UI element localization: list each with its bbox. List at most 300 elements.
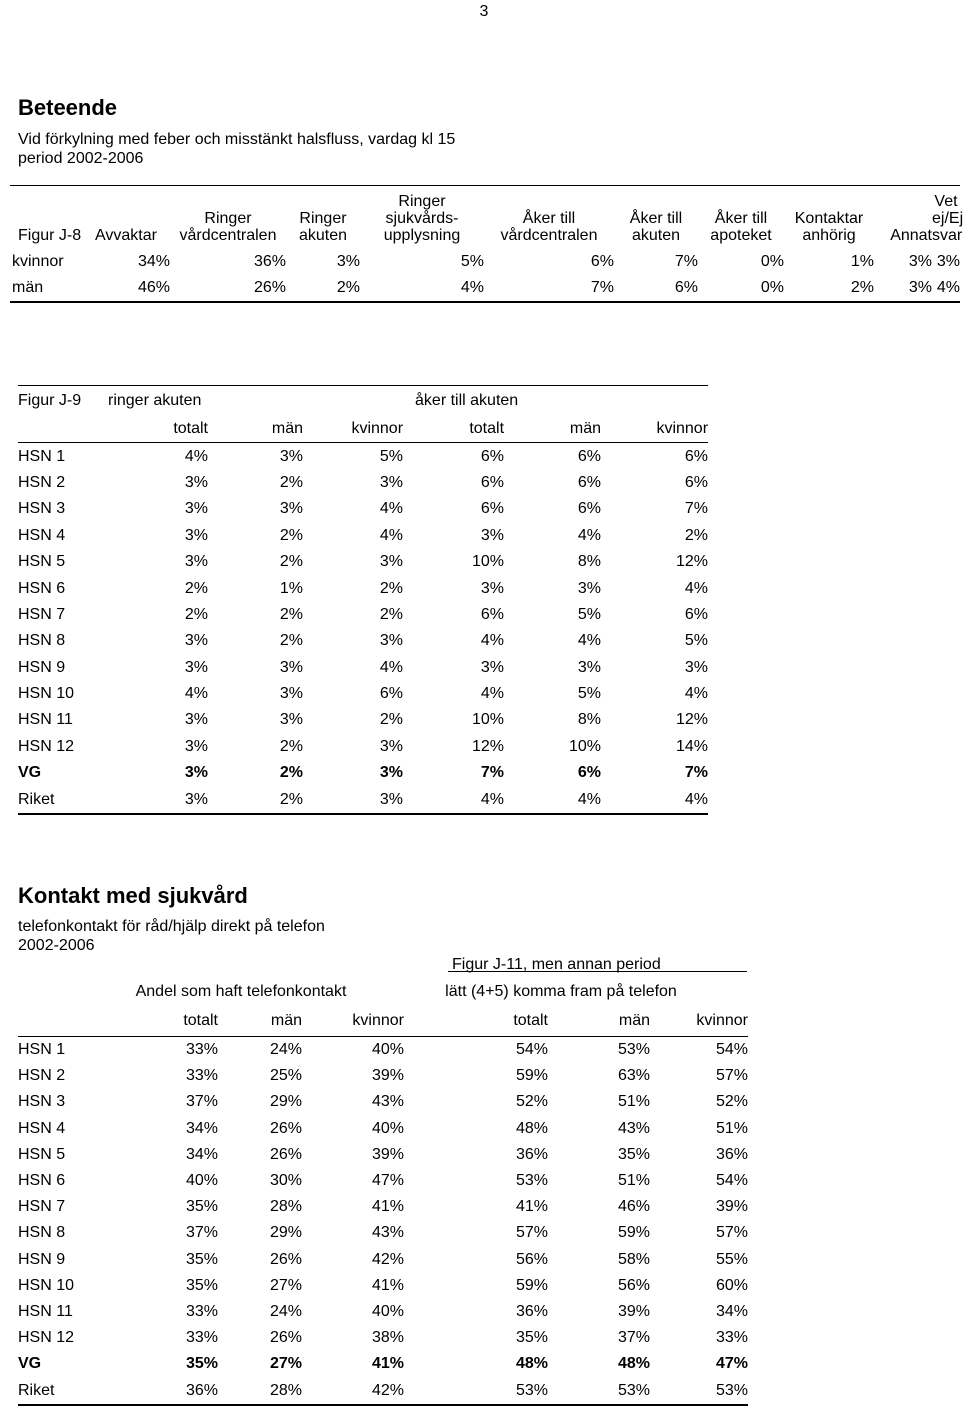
- table-row: [18, 602, 708, 628]
- table-cell: 10%: [568, 737, 602, 755]
- table-cell: 2%: [184, 579, 208, 597]
- table-cell: 33%: [715, 1329, 748, 1347]
- table-cell: 38%: [371, 1329, 404, 1347]
- column-header-line: Avvaktar: [95, 227, 157, 244]
- figure-j11-subheader-row: [18, 1006, 748, 1037]
- row-label: HSN 12: [18, 1329, 75, 1347]
- table-cell: 54%: [515, 1041, 548, 1059]
- table-cell: 4%: [379, 658, 404, 676]
- row-label: HSN 2: [18, 1067, 66, 1085]
- table-cell: 10%: [471, 711, 505, 729]
- table-cell: 40%: [185, 1172, 218, 1190]
- table-cell: 2%: [279, 473, 303, 491]
- row-label: HSN 1: [18, 447, 66, 465]
- row-label: män: [12, 279, 44, 296]
- table-cell: 2%: [379, 605, 404, 623]
- section-subtitle-period: 2002-2006: [18, 937, 95, 954]
- table-row: [18, 734, 708, 760]
- table-cell: 3%: [379, 737, 404, 755]
- table-row: [18, 1351, 748, 1377]
- column-header-line: upplysning: [383, 227, 461, 244]
- table-cell: 3%: [279, 658, 303, 676]
- column-header: kvinnor: [302, 1006, 404, 1037]
- table-cell: 7%: [590, 279, 614, 296]
- table-cell: 47%: [715, 1355, 748, 1373]
- table-cell: 2%: [850, 279, 874, 296]
- column-header-line: vårdcentralen: [500, 227, 598, 244]
- table-cell: 3%: [908, 279, 932, 296]
- row-label: HSN 6: [18, 579, 66, 597]
- table-cell: 3%: [379, 473, 404, 491]
- table-row: [18, 1168, 748, 1194]
- column-header-line: Åker till: [629, 210, 683, 227]
- table-row: [18, 1299, 748, 1325]
- table-cell: 35%: [185, 1276, 218, 1294]
- table-cell: 6%: [684, 473, 709, 491]
- table-cell: 41%: [371, 1198, 404, 1216]
- table-cell: 3%: [480, 579, 505, 597]
- figure-j9-group-row: [18, 386, 708, 417]
- table-cell: 3%: [184, 764, 208, 782]
- table-cell: 3%: [184, 553, 208, 571]
- column-header-line: Ringer: [299, 210, 347, 227]
- table-cell: 3%: [184, 658, 208, 676]
- table-cell: 5%: [577, 605, 602, 623]
- table-cell: 0%: [760, 253, 784, 270]
- table-cell: 43%: [371, 1093, 404, 1111]
- column-header-line: svar: [932, 227, 963, 244]
- table-cell: 37%: [617, 1329, 650, 1347]
- column-header: totalt: [404, 1006, 548, 1037]
- table-cell: 6%: [674, 279, 698, 296]
- table-cell: 3%: [184, 711, 208, 729]
- table-cell: 6%: [684, 605, 709, 623]
- row-label: HSN 9: [18, 658, 66, 676]
- table-cell: 6%: [684, 447, 709, 465]
- table-cell: 34%: [137, 253, 170, 270]
- table-cell: 33%: [185, 1302, 218, 1320]
- table-cell: 4%: [684, 685, 709, 703]
- table-cell: 3%: [336, 253, 360, 270]
- table-cell: 53%: [617, 1041, 650, 1059]
- row-label: kvinnor: [12, 253, 64, 270]
- table-row: [18, 1116, 748, 1142]
- section-subtitle: Vid förkylning med feber och misstänkt halsfluss, vardag kl 15: [18, 131, 456, 148]
- column-header-line: Annat: [890, 227, 932, 244]
- column-header: totalt: [403, 416, 504, 443]
- table-cell: 42%: [371, 1381, 404, 1399]
- table-cell: 57%: [715, 1224, 748, 1242]
- table-cell: 3%: [936, 253, 960, 270]
- table-cell: 2%: [279, 605, 303, 623]
- row-label: HSN 6: [18, 1172, 66, 1190]
- table-cell: 6%: [379, 685, 404, 703]
- table-row: [18, 1220, 748, 1246]
- table-cell: 40%: [371, 1302, 404, 1320]
- table-cell: 3%: [480, 658, 505, 676]
- column-header: [170, 186, 286, 250]
- row-label: HSN 10: [18, 1276, 75, 1294]
- table-cell: 4%: [936, 279, 960, 296]
- group-ringer-akuten: ringer akuten: [108, 392, 202, 409]
- table-cell: 10%: [471, 553, 505, 571]
- row-label: HSN 3: [18, 500, 66, 518]
- table-row: [18, 1089, 748, 1115]
- figure-j9-subheader-row: [18, 416, 708, 443]
- section-heading-beteende: Beteende: [18, 95, 118, 120]
- table-cell: 1%: [279, 579, 303, 597]
- table-cell: 4%: [480, 632, 505, 650]
- table-cell: 5%: [379, 447, 404, 465]
- column-header-line: Åker till: [714, 210, 768, 227]
- table-cell: 35%: [185, 1355, 218, 1373]
- table-cell: 35%: [515, 1329, 548, 1347]
- table-cell: 6%: [480, 500, 505, 518]
- table-cell: 46%: [137, 279, 170, 296]
- table-cell: 52%: [715, 1093, 748, 1111]
- column-header: [82, 186, 170, 250]
- figure-j8-table: [10, 185, 963, 303]
- column-header-line: apoteket: [710, 227, 772, 244]
- table-cell: 36%: [185, 1381, 218, 1399]
- column-header: män: [548, 1006, 650, 1037]
- table-cell: 60%: [715, 1276, 748, 1294]
- table-cell: 12%: [675, 553, 709, 571]
- table-cell: 4%: [577, 632, 602, 650]
- table-row: [18, 496, 708, 522]
- table-cell: 12%: [675, 711, 709, 729]
- column-header-line: akuten: [631, 227, 681, 244]
- table-cell: 39%: [617, 1302, 650, 1320]
- table-row: [18, 707, 708, 733]
- table-cell: 37%: [185, 1224, 218, 1242]
- table-row: [10, 275, 960, 302]
- table-row: [18, 575, 708, 601]
- table-cell: 24%: [269, 1041, 302, 1059]
- table-cell: 42%: [371, 1250, 404, 1268]
- table-cell: 3%: [279, 447, 303, 465]
- figure-j11-table: [18, 978, 748, 1406]
- table-cell: 3%: [908, 253, 932, 270]
- divider: [448, 971, 747, 972]
- column-header-line: sjukvårds-: [385, 210, 459, 227]
- table-cell: 3%: [379, 790, 404, 808]
- table-cell: 2%: [279, 790, 303, 808]
- column-header-line: vårdcentralen: [179, 227, 277, 244]
- column-header: [784, 186, 874, 250]
- table-cell: 3%: [184, 526, 208, 544]
- column-header: kvinnor: [303, 416, 403, 443]
- column-header-line: Vet: [934, 193, 958, 210]
- row-label: Riket: [18, 790, 55, 808]
- table-cell: 51%: [715, 1119, 748, 1137]
- table-cell: 3%: [279, 711, 303, 729]
- table-cell: 59%: [515, 1276, 548, 1294]
- table-cell: 41%: [515, 1198, 548, 1216]
- table-cell: 0%: [760, 279, 784, 296]
- table-cell: 2%: [279, 526, 303, 544]
- table-cell: 36%: [515, 1145, 548, 1163]
- table-cell: 41%: [371, 1276, 404, 1294]
- table-cell: 40%: [371, 1041, 404, 1059]
- figure-j8-label: Figur J-8: [18, 227, 82, 244]
- table-row: [18, 1194, 748, 1220]
- table-cell: 3%: [279, 500, 303, 518]
- row-label: HSN 11: [18, 711, 73, 729]
- table-cell: 7%: [674, 253, 698, 270]
- section-subtitle: telefonkontakt för råd/hjälp direkt på telefon: [18, 918, 325, 935]
- table-cell: 2%: [336, 279, 360, 296]
- table-cell: 26%: [269, 1250, 302, 1268]
- row-label: HSN 11: [18, 1302, 73, 1320]
- table-cell: 29%: [269, 1224, 302, 1242]
- table-cell: 36%: [253, 253, 286, 270]
- section-subtitle-period: period 2002-2006: [18, 150, 144, 167]
- table-cell: 27%: [269, 1276, 302, 1294]
- table-cell: 2%: [184, 605, 208, 623]
- table-cell: 48%: [617, 1355, 650, 1373]
- table-cell: 40%: [371, 1119, 404, 1137]
- table-cell: 58%: [617, 1250, 650, 1268]
- table-cell: 3%: [577, 579, 602, 597]
- table-cell: 3%: [184, 790, 208, 808]
- column-header-line: akuten: [298, 227, 348, 244]
- table-cell: 25%: [269, 1067, 302, 1085]
- table-cell: 3%: [480, 526, 505, 544]
- group-aker-till-akuten: åker till akuten: [415, 392, 519, 409]
- column-header: [484, 186, 614, 250]
- table-cell: 28%: [269, 1198, 302, 1216]
- table-cell: 26%: [269, 1119, 302, 1137]
- column-header: totalt: [108, 1006, 218, 1037]
- table-cell: 26%: [269, 1145, 302, 1163]
- table-cell: 6%: [577, 447, 602, 465]
- table-cell: 26%: [269, 1329, 302, 1347]
- column-header: män: [504, 416, 601, 443]
- table-cell: 57%: [715, 1067, 748, 1085]
- table-cell: 2%: [279, 632, 303, 650]
- table-cell: 6%: [590, 253, 614, 270]
- table-cell: 47%: [371, 1172, 404, 1190]
- table-cell: 57%: [515, 1224, 548, 1242]
- table-cell: 59%: [617, 1224, 650, 1242]
- table-cell: 51%: [617, 1093, 650, 1111]
- figure-j11-group-row: [18, 978, 748, 1006]
- table-cell: 4%: [684, 579, 709, 597]
- table-cell: 27%: [269, 1355, 302, 1373]
- table-cell: 30%: [269, 1172, 302, 1190]
- table-cell: 56%: [617, 1276, 650, 1294]
- table-cell: 4%: [577, 790, 602, 808]
- table-row: [18, 1377, 748, 1404]
- table-cell: 4%: [577, 526, 602, 544]
- table-cell: 56%: [515, 1250, 548, 1268]
- table-cell: 6%: [480, 605, 505, 623]
- table-cell: 3%: [184, 500, 208, 518]
- table-cell: 4%: [480, 790, 505, 808]
- row-label: HSN 4: [18, 526, 66, 544]
- table-row: [18, 628, 708, 654]
- row-label: VG: [18, 764, 42, 782]
- table-cell: 6%: [577, 473, 602, 491]
- table-cell: 3%: [379, 764, 404, 782]
- table-cell: 4%: [184, 685, 208, 703]
- table-cell: 3%: [684, 658, 709, 676]
- table-row: [18, 1273, 748, 1299]
- row-label: HSN 2: [18, 473, 66, 491]
- table-cell: 54%: [715, 1172, 748, 1190]
- table-row: [18, 470, 708, 496]
- table-row: [18, 1037, 748, 1064]
- table-cell: 7%: [684, 764, 709, 782]
- column-header-line: Ringer: [204, 210, 252, 227]
- table-cell: 46%: [617, 1198, 650, 1216]
- table-row: [18, 1247, 748, 1273]
- table-row: [10, 249, 960, 275]
- row-label: HSN 5: [18, 553, 66, 571]
- table-cell: 35%: [617, 1145, 650, 1163]
- table-cell: 8%: [577, 711, 602, 729]
- table-cell: 6%: [480, 447, 505, 465]
- table-row: [18, 443, 708, 470]
- table-cell: 6%: [577, 500, 602, 518]
- column-header: [360, 186, 484, 250]
- table-cell: 26%: [253, 279, 286, 296]
- table-row: [18, 1325, 748, 1351]
- row-label: HSN 1: [18, 1041, 66, 1059]
- row-label: HSN 4: [18, 1119, 66, 1137]
- table-cell: 28%: [269, 1381, 302, 1399]
- table-cell: 14%: [675, 737, 709, 755]
- table-cell: 39%: [715, 1198, 748, 1216]
- table-cell: 33%: [185, 1329, 218, 1347]
- table-cell: 43%: [371, 1224, 404, 1242]
- column-header: kvinnor: [650, 1006, 748, 1037]
- table-cell: 3%: [379, 632, 404, 650]
- table-cell: 4%: [184, 447, 208, 465]
- table-cell: 35%: [185, 1250, 218, 1268]
- table-cell: 2%: [379, 579, 404, 597]
- table-cell: 53%: [617, 1381, 650, 1399]
- table-cell: 3%: [184, 473, 208, 491]
- table-cell: 24%: [269, 1302, 302, 1320]
- table-cell: 39%: [371, 1067, 404, 1085]
- table-cell: 48%: [515, 1355, 548, 1373]
- row-label: HSN 8: [18, 632, 66, 650]
- table-cell: 35%: [185, 1198, 218, 1216]
- table-cell: 1%: [850, 253, 874, 270]
- table-cell: 3%: [577, 658, 602, 676]
- table-row: [18, 681, 708, 707]
- table-row: [18, 549, 708, 575]
- table-cell: 2%: [684, 526, 709, 544]
- table-row: [18, 523, 708, 549]
- row-label: HSN 7: [18, 1198, 66, 1216]
- table-cell: 52%: [515, 1093, 548, 1111]
- table-cell: 3%: [279, 685, 303, 703]
- column-header-line: ej/Ej: [932, 210, 963, 227]
- table-row: [18, 1142, 748, 1168]
- figure-j9-label: Figur J-9: [18, 392, 82, 409]
- table-cell: 54%: [715, 1041, 748, 1059]
- group-latt-komma-fram: lätt (4+5) komma fram på telefon: [445, 983, 677, 1000]
- table-cell: 4%: [480, 685, 505, 703]
- table-cell: 48%: [515, 1119, 548, 1137]
- column-header-line: anhörig: [802, 227, 856, 244]
- row-label: Riket: [18, 1381, 55, 1399]
- table-cell: 2%: [279, 553, 303, 571]
- column-header: [286, 186, 360, 250]
- table-cell: 59%: [515, 1067, 548, 1085]
- table-cell: 12%: [471, 737, 505, 755]
- row-label: HSN 12: [18, 737, 75, 755]
- table-cell: 7%: [684, 500, 709, 518]
- table-cell: 51%: [617, 1172, 650, 1190]
- table-cell: 3%: [184, 737, 208, 755]
- table-cell: 6%: [577, 764, 602, 782]
- row-label: HSN 5: [18, 1145, 66, 1163]
- row-label: HSN 7: [18, 605, 66, 623]
- table-cell: 43%: [617, 1119, 650, 1137]
- row-label: HSN 3: [18, 1093, 66, 1111]
- table-cell: 5%: [684, 632, 709, 650]
- table-cell: 4%: [379, 526, 404, 544]
- column-header-line: Kontaktar: [794, 210, 864, 227]
- table-cell: 41%: [371, 1355, 404, 1373]
- table-cell: 5%: [460, 253, 484, 270]
- table-cell: 53%: [515, 1172, 548, 1190]
- section-heading-kontakt: Kontakt med sjukvård: [18, 883, 248, 908]
- table-row: [18, 1063, 748, 1089]
- row-label: HSN 10: [18, 685, 75, 703]
- row-label: HSN 9: [18, 1250, 66, 1268]
- table-cell: 4%: [460, 279, 484, 296]
- table-cell: 37%: [185, 1093, 218, 1111]
- table-cell: 29%: [269, 1093, 302, 1111]
- table-cell: 39%: [371, 1145, 404, 1163]
- table-cell: 7%: [480, 764, 505, 782]
- table-cell: 2%: [379, 711, 404, 729]
- table-cell: 6%: [480, 473, 505, 491]
- table-cell: 2%: [279, 737, 303, 755]
- row-label: VG: [18, 1355, 42, 1373]
- table-cell: 2%: [279, 764, 303, 782]
- table-cell: 4%: [684, 790, 709, 808]
- table-cell: 4%: [379, 500, 404, 518]
- column-header-line: Åker till: [522, 210, 576, 227]
- column-header: totalt: [108, 416, 208, 443]
- table-cell: 3%: [184, 632, 208, 650]
- figure-j8-header-row: [10, 186, 960, 250]
- table-cell: 34%: [185, 1145, 218, 1163]
- table-cell: 5%: [577, 685, 602, 703]
- column-header: [614, 186, 698, 250]
- column-header: män: [208, 416, 303, 443]
- table-cell: 34%: [185, 1119, 218, 1137]
- table-cell: 53%: [515, 1381, 548, 1399]
- figure-j11-label: Figur J-11, men annan period: [452, 956, 661, 973]
- column-header: [932, 186, 963, 250]
- column-header-line: Ringer: [398, 193, 446, 210]
- table-cell: 55%: [715, 1250, 748, 1268]
- table-cell: 36%: [715, 1145, 748, 1163]
- table-cell: 36%: [515, 1302, 548, 1320]
- group-andel-telefonkontakt: Andel som haft telefonkontakt: [135, 983, 347, 1000]
- table-row: [18, 655, 708, 681]
- table-cell: 8%: [577, 553, 602, 571]
- table-cell: 53%: [715, 1381, 748, 1399]
- column-header: [698, 186, 784, 250]
